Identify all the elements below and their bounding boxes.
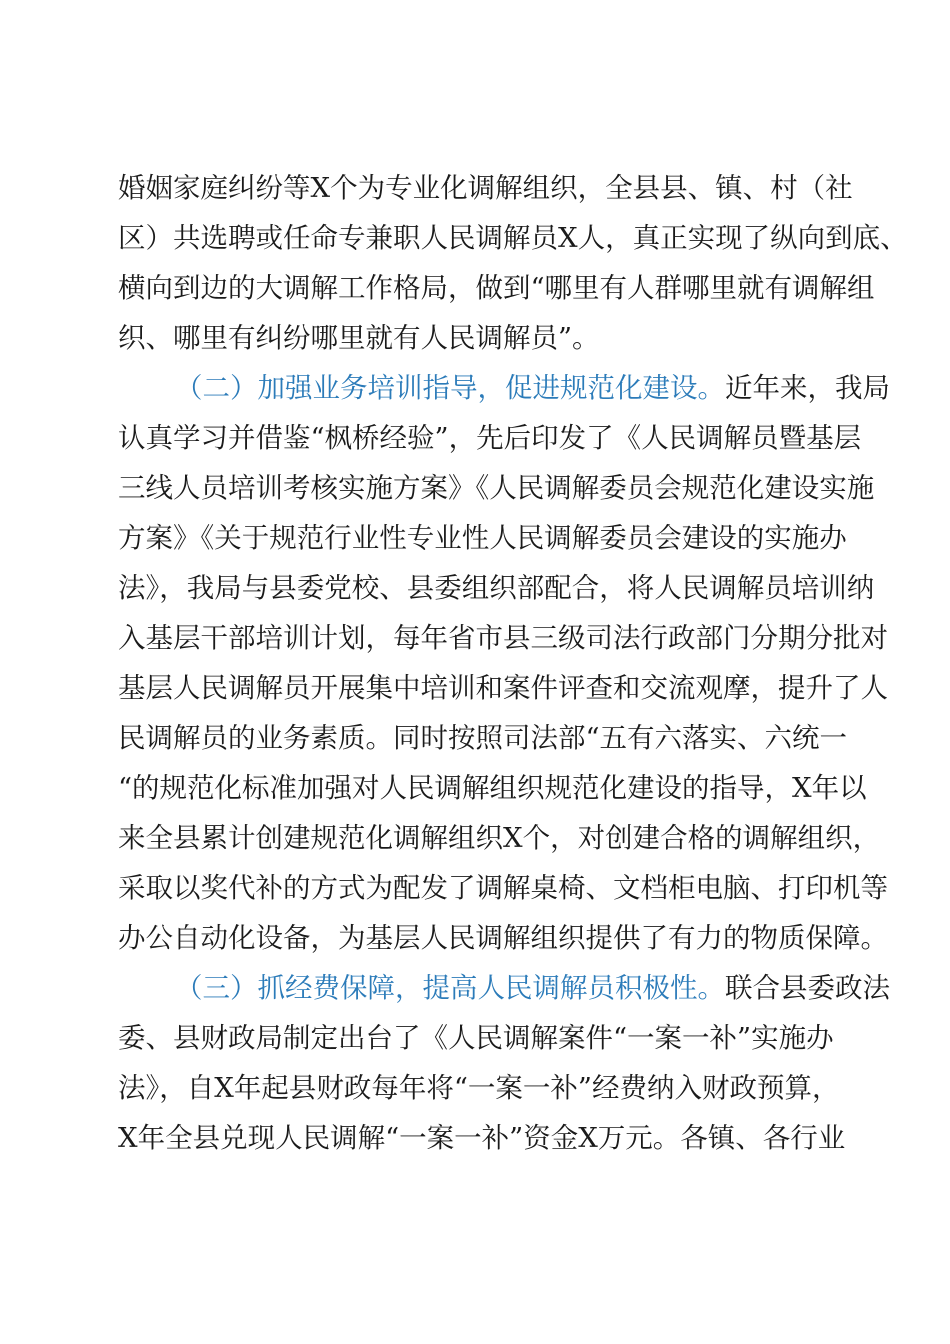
text-line: 法》，自X年起县财政每年将“一案一补”经费纳入财政预算，: [118, 1072, 840, 1104]
text-line: 横向到边的大调解工作格局，做到“哪里有人群哪里就有调解组: [118, 272, 875, 304]
text-line: 委、县财政局制定出台了《人民调解案件“一案一补”实施办: [118, 1022, 834, 1054]
section-heading: （三）抓经费保障，提高人民调解员积极性。: [175, 972, 725, 1004]
text-line: 织、哪里有纠纷哪里就有人民调解员”。: [118, 322, 600, 354]
section-heading: （二）加强业务培训指导，促进规范化建设。: [175, 372, 725, 404]
paragraph-first-line: [175, 968, 890, 1008]
text-span: 联合县委政法: [725, 972, 890, 1004]
text-line: 法》，我局与县委党校、县委组织部配合，将人民调解员培训纳: [118, 572, 875, 604]
text-line: 认真学习并借鉴“枫桥经验”，先后印发了《人民调解员暨基层: [118, 422, 862, 454]
text-line: 民调解员的业务素质。同时按照司法部“五有六落实、六统一: [118, 722, 848, 754]
text-line: 区）共选聘或任命专兼职人民调解员X人，真正实现了纵向到底、: [118, 222, 908, 254]
text-line: 办公自动化设备，为基层人民调解组织提供了有力的物质保障。: [118, 922, 888, 954]
text-line: 来全县累计创建规范化调解组织X个，对创建合格的调解组织，: [118, 822, 881, 854]
text-line: 婚姻家庭纠纷等X个为专业化调解组织，全县县、镇、村（社: [118, 172, 853, 204]
text-line: 入基层干部培训计划，每年省市县三级司法行政部门分期分批对: [118, 622, 888, 654]
text-line: “的规范化标准加强对人民调解组织规范化建设的指导，X年以: [118, 772, 867, 804]
paragraph-first-line: [175, 368, 890, 408]
text-line: 三线人员培训考核实施方案》《人民调解委员会规范化建设实施: [118, 472, 875, 504]
text-line: 采取以奖代补的方式为配发了调解桌椅、文档柜电脑、打印机等: [118, 872, 888, 904]
text-span: 近年来，我局: [725, 372, 890, 404]
text-line: 基层人民调解员开展集中培训和案件评查和交流观摩，提升了人: [118, 672, 888, 704]
text-line: X年全县兑现人民调解“一案一补”资金X万元。各镇、各行业: [118, 1122, 846, 1154]
text-line: 方案》《关于规范行业性专业性人民调解委员会建设的实施办: [118, 522, 847, 554]
